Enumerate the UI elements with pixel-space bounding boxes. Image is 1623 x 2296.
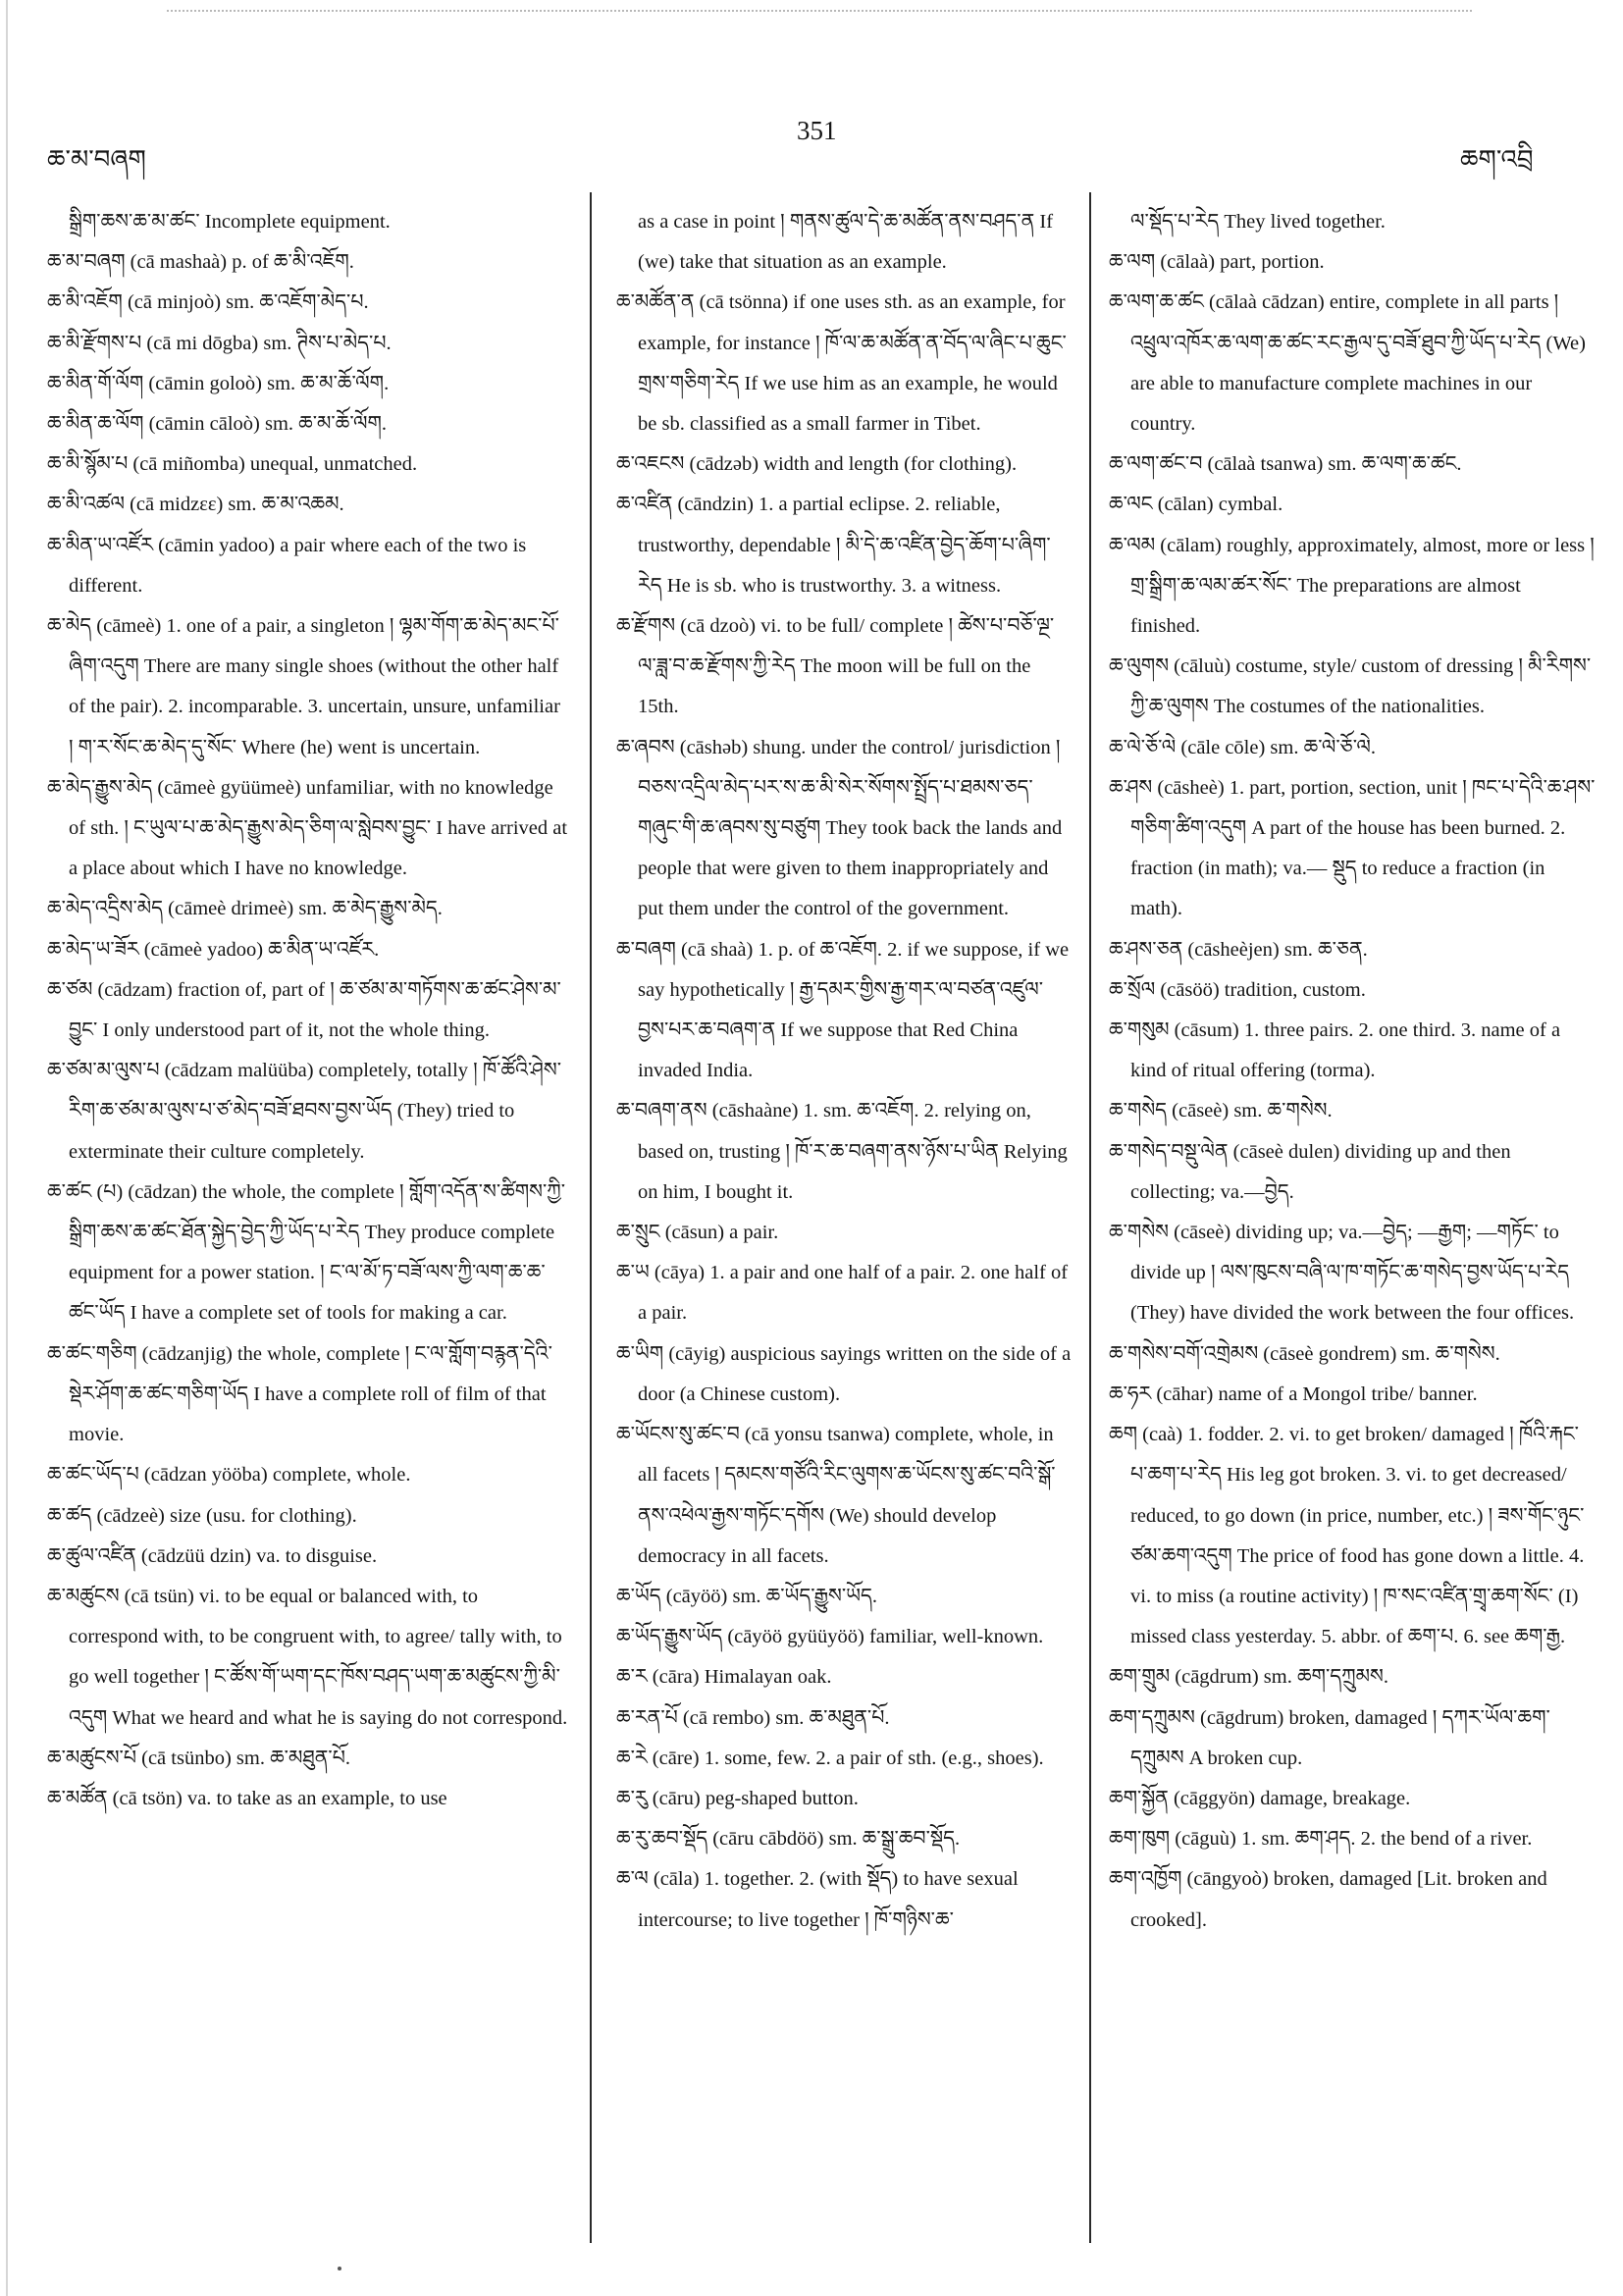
dictionary-entry: ཆ་མཚོན (cā tsön) va. to take as an example, to use (47, 1787, 447, 1809)
dictionary-entry: ཆ་ཙམ་མ་ལུས་པ (cādzam malüüba) completely, totally ། ཁོ་ཚོའི་ཤེས་རིག་ཆ་ཙམ་མ་ལུས་པ་ཙ་མེད་བཟོ་ཐབས་བྱས་ཡོད (They) tried to exterminate their culture completely. (47, 1060, 561, 1163)
dictionary-entry: ཆ་ཡིག (cāyig) auspicious sayings written on the side of a door (a Chinese custom). (616, 1342, 1072, 1405)
dictionary-column-3 (1109, 202, 1596, 1941)
dictionary-entry: ཆ་གསེད (cāseè) sm. ཆ་གསེས. (1109, 1100, 1333, 1122)
dictionary-entry: ཆ་ཚང་གཅིག (cādzanjig) the whole, complete ། ང་ལ་གློག་བརྙན་དེའི་སྡེར་ཤོག་ཆ་ཚང་གཅིག་ཡོད I have a complete roll of film of that movie. (47, 1342, 552, 1446)
dictionary-entry: as a case in point ། གནས་ཚུལ་དེ་ཆ་མཚོན་ནས་བཤད་ན If (we) take that situation as an example. (638, 211, 1054, 274)
dictionary-entry: ཆ་མི་རྫོགས་པ (cā mi dōgba) sm. ཊིས་པ་མེད་པ. (47, 332, 392, 354)
dictionary-entry: ཆག་སྐྱོན (cāggyön) damage, breakage. (1109, 1787, 1411, 1809)
scan-dotted-border (167, 10, 1472, 15)
dictionary-entry: ཆ་འཇངས (cādzəb) width and length (for clothing). (616, 453, 1018, 476)
dictionary-entry: ཆ་མི་འཚལ (cā midzεε) sm. ཆ་མ་འཆམ. (47, 494, 344, 516)
dictionary-entry: ཆ་ལུགས (cāluù) costume, style/ custom of dressing ། མི་རིགས་ཀྱི་ཆ་ལུགས The costumes of the nationalities. (1109, 655, 1592, 718)
dictionary-entry: ཆ་ཡ (cāya) 1. a pair and one half of a pair. 2. one half of a pair. (616, 1262, 1069, 1325)
dictionary-entry: ཆག་གྲུམ (cāgdrum) sm. ཆག་དཀྲུམས. (1109, 1666, 1388, 1689)
dictionary-entry: ཆ་མི་སྙོམ་པ (cā miñomba) unequal, unmatched. (47, 453, 418, 476)
dictionary-entry: ཆ་མཚུངས (cā tsün) vi. to be equal or balanced with, to correspond with, to be congruent with, to agree/ tally with, to go well together ། ང་ཚོས་གོ་ཡག་དང་ཁོས་བཤད་ཡག་ཆ་མཚུངས་ཀྱི་མི་འདུག What we heard and what he is saying do not correspond. (47, 1585, 568, 1729)
left-running-headword: ཆ་མ་བཞག (47, 145, 146, 174)
dictionary-entry: ཆ་ལག (cālaà) part, portion. (1109, 251, 1325, 274)
dictionary-entry: ཆ་མིན་གོ་ལོག (cāmin goloò) sm. ཆ་མ་ཆོ་ལོག. (47, 372, 390, 394)
dictionary-entry: ཆ་མཚོན་ན (cā tsönna) if one uses sth. as an example, for example, for instance ། ཁོ་ལ་ཆ་མཚོན་ན་བོད་ལ་ཞིང་པ་ཆུང་གྲས་གཅིག་རེད If we use him as an example, he would be sb. classified as a small farmer in Tibet. (616, 291, 1067, 436)
dictionary-entry: ཆ་ལེ་ཅོ་ལེ (cāle cōle) sm. ཆ་ལེ་ཅོ་ལེ. (1109, 736, 1376, 758)
dictionary-entry: ཆ་སྲུང (cāsun) a pair. (616, 1222, 779, 1244)
dictionary-entry: ཆ་མིན་ཆ་ལོག (cāmin cāloò) sm. ཆ་མ་ཆོ་ལོག. (47, 413, 388, 436)
dictionary-entry: ཆ་རུ (cāru) peg-shaped button. (616, 1787, 859, 1809)
dictionary-entry: ཆག་འཁྱོག (cāngyoò) broken, damaged [Lit. broken and crooked]. (1109, 1868, 1547, 1931)
dictionary-entry: ཆ་མེད་ཡ་ཟོར (cāmeè yadoo) ཆ་མིན་ཡ་འཛོར. (47, 938, 380, 961)
dictionary-entry: ཆ་ཡོད (cāyöö) sm. ཆ་ཡོད་རྒྱུས་ཡོད. (616, 1585, 878, 1607)
dictionary-column-2 (616, 202, 1072, 1941)
dictionary-entry: ཆ་རུ་ཆབ་སྡོད (cāru cābdöö) sm. ཆ་སྒྲུ་ཆབ་སྡོད. (616, 1828, 961, 1851)
right-running-headword: ཆག་འབྲི (1460, 145, 1534, 174)
dictionary-entry: ཆ་འཛིན (cāndzin) 1. a partial eclipse. 2. reliable, trustworthy, dependable ། མི་དེ་ཆ་འཛིན་བྱེད་ཆོག་པ་ཞིག་རེད He is sb. who is trustworthy. 3. a witness. (616, 494, 1051, 597)
dictionary-entry: ཆ་ཚུལ་འཛིན (cādzüü dzin) va. to disguise. (47, 1544, 378, 1567)
dictionary-entry: ཆ་གསེད་བསྡུ་ལེན (cāseè dulen) dividing up and then collecting; va.—བྱེད. (1109, 1140, 1511, 1203)
dictionary-entry: ཆ་རེ (cāre) 1. some, few. 2. a pair of sth. (e.g., shoes). (616, 1747, 1044, 1769)
dictionary-entry: ཆ་ཚང་ཡོད་པ (cādzan yööba) complete, whole. (47, 1464, 411, 1487)
page-edge-shadow (6, 0, 8, 2296)
dictionary-entry: སྒྲིག་ཆས་ཆ་མ་ཚང་ Incomplete equipment. (69, 211, 391, 233)
dictionary-entry: ཆ་ཚང (པ) (cādzan) the whole, the complete ། གློག་འདོན་ས་ཚིགས་ཀྱི་སྒྲིག་ཆས་ཆ་ཚང་ཐོན་སྐྱེད་བྱེད་ཀྱི་ཡོད་པ་རེད They produce complete equipment for a power station. ། ང་ལ་མོ་ཏ་བཟོ་ལས་ཀྱི་ལག་ཆ་ཆ་ཚང་ཡོད I have a complete set of tools for making a car. (47, 1180, 566, 1325)
dictionary-entry: ཆ་མི་འཇོག (cā minjoò) sm. ཆ་འཇོག་མེད་པ. (47, 291, 369, 314)
dictionary-entry: ཆ་མེད་འདྲིས་མེད (cāmeè drimeè) sm. ཆ་མེད་རྒྱུས་མེད. (47, 898, 443, 920)
dictionary-entry: ཆ་ཙམ (cādzam) fraction of, part of ། ཆ་ཙམ་མ་གཏོགས་ཆ་ཚང་ཤེས་མ་བྱུང་ I only understood part of it, not the whole thing. (47, 978, 561, 1042)
dictionary-column-1 (47, 202, 569, 1819)
column-rule-left (590, 192, 592, 2243)
dictionary-entry: ཆ་ལག་ཚང་བ (cālaà tsanwa) sm. ཆ་ལག་ཆ་ཚང. (1109, 453, 1462, 476)
dictionary-entry: ཆ་ཧར (cāhar) name of a Mongol tribe/ banner. (1109, 1383, 1478, 1405)
dictionary-entry: ཆ་མེད་རྒྱུས་མེད (cāmeè gyüümeè) unfamiliar, with no knowledge of sth. ། ང་ཡུལ་པ་ཆ་མེད་རྒྱུས་མེད་ཅིག་ལ་སླེབས་བྱུང་ I have arrived at a place about which I have no knowledge. (47, 776, 568, 880)
dictionary-entry: ཆ་ལག་ཆ་ཚང (cālaà cādzan) entire, complete in all parts ། འཕྲུལ་འཁོར་ཆ་ལག་ཆ་ཚང་རང་རྒྱལ་དུ་བཟོ་ཐུབ་ཀྱི་ཡོད་པ་རེད (We) are able to manufacture complete machines in our country. (1109, 291, 1586, 436)
page-number: 351 (797, 116, 837, 145)
dictionary-entry: ཆ་ཤས (cāsheè) 1. part, portion, section, unit ། ཁང་པ་དེའི་ཆ་ཤས་གཅིག་ཚིག་འདུག A part of the house has been burned. 2. fraction (in math); va.— སྡུད to reduce a fraction (in math). (1109, 776, 1596, 920)
dictionary-entry: ཆ་རྫོགས (cā dzoò) vi. to be full/ complete ། ཚེས་པ་བཅོ་ལྔ་ལ་ཟླ་བ་ཆ་རྫོགས་ཀྱི་རེད The moon will be full on the 15th. (616, 615, 1055, 718)
dictionary-entry: ཆ་མེད (cāmeè) 1. one of a pair, a singleton ། ལྷམ་གོག་ཆ་མེད་མང་པོ་ཞིག་འདུག There are many single shoes (without the other half of the pair). 2. incomparable. 3. uncertain, unsure, unfamiliar ། ག་ར་སོང་ཆ་མེད་དུ་སོང་ Where (he) went is uncertain. (47, 615, 560, 758)
dictionary-entry: ཆ་ལང (cālan) cymbal. (1109, 494, 1283, 516)
dictionary-entry: ལ་སྡོད་པ་རེད They lived together. (1130, 211, 1386, 233)
dictionary-entry: ཆ་མཚུངས་པོ (cā tsünbo) sm. ཆ་མཐུན་པོ. (47, 1747, 350, 1769)
dictionary-entry: ཆག་ཁུག (cāguù) 1. sm. ཆག་ཤད. 2. the bend of a river. (1109, 1828, 1533, 1851)
dictionary-entry: ཆ་བཞག་ནས (cāshaàne) 1. sm. ཆ་འཇོག. 2. relying on, based on, trusting ། ཁོ་ར་ཆ་བཞག་ནས་ཉོས་པ་ཡིན Relying on him, I bought it. (616, 1100, 1068, 1203)
dictionary-entry: ཆ་གསུམ (cāsum) 1. three pairs. 2. one third. 3. name of a kind of ritual offering (torma). (1109, 1019, 1561, 1082)
dictionary-entry: ཆ་ཤས་ཅན (cāsheèjen) sm. ཆ་ཅན. (1109, 938, 1368, 961)
dictionary-entry: ཆ་གསེས (cāseè) dividing up; va.—བྱེད; —རྒྱག; —གཏོང་ to divide up ། ལས་ཁུངས་བཞི་ལ་ཁ་གཏོང་ཆ་གསེད་བྱས་ཡོད་པ་རེད (They) have divided the work between the four offices. (1109, 1222, 1575, 1325)
dictionary-entry: ཆ་གསེས་བགོ་འགྲེམས (cāseè gondrem) sm. ཆ་གསེས. (1109, 1342, 1500, 1365)
dictionary-entry: ཆ་མིན་ཡ་འཛོར (cāmin yadoo) a pair where each of the two is different. (47, 534, 527, 597)
dictionary-entry: ཆ་ཞབས (cāshəb) shung. under the control/ jurisdiction ། བཅས་འདྲིལ་མེད་པར་ས་ཆ་མི་སེར་སོགས་སྤྲོད་པ་ཐམས་ཅད་གཞུང་གི་ཆ་ཞབས་སུ་བཙུག They took back the lands and people that were given to them inappropriately and put them under the control of the government. (616, 736, 1063, 920)
dictionary-entry: ཆ་ཡོངས་སུ་ཚང་བ (cā yonsu tsanwa) complete, whole, in all facets ། དམངས་གཙོའི་རིང་ལུགས་ཆ་ཡོངས་སུ་ཚང་བའི་སྒོ་ནས་འཕེལ་རྒྱས་གཏོང་དགོས (We) should develop democracy in all facets. (616, 1424, 1056, 1567)
dictionary-entry: ཆ་རན་པོ (cā rembo) sm. ཆ་མཐུན་པོ. (616, 1706, 890, 1729)
dictionary-entry: ཆག (caà) 1. fodder. 2. vi. to get broken/ damaged ། ཁོའི་རྐང་པ་ཆག་པ་རེད His leg got broken. 3. vi. to get decreased/ reduced, to go down (in price, number, etc.) ། ཟས་གོང་ཉུང་ཙམ་ཆག་འདུག The price of food has gone down a little. 4. vi. to miss (a routine activity) ། ཁ་སང་འཛིན་གྲྭ་ཆག་སོང་ (I) missed class yesterday. 5. abbr. of ཆག་པ. 6. see ཆག་རྒྱ. (1109, 1424, 1585, 1648)
dictionary-entry: ཆ་ཡོད་རྒྱུས་ཡོད (cāyöö gyüüyöö) familiar, well-known. (616, 1626, 1044, 1648)
dictionary-entry: ཆ་ར (cāra) Himalayan oak. (616, 1666, 832, 1689)
dictionary-entry: ཆག་དཀྲུམས (cāgdrum) broken, damaged ། དཀར་ཡོལ་ཆག་དཀྲུམས A broken cup. (1109, 1706, 1550, 1769)
dictionary-entry: ཆ་སྲོལ (cāsöö) tradition, custom. (1109, 978, 1366, 1001)
column-rule-right (1089, 192, 1091, 2243)
dictionary-entry: ཆ་མ་བཞག (cā mashaà) p. of ཆ་མི་འཇོག. (47, 251, 354, 274)
dictionary-entry: ཆ་ལ (cāla) 1. together. 2. (with སྡོད) to have sexual intercourse; to live together ། ཁོ་གཉིས་ཆ་ (616, 1868, 1019, 1931)
dictionary-entry: ཆ་ལམ (cālam) roughly, approximately, almost, more or less ། གྲ་སྒྲིག་ཆ་ལམ་ཚར་སོང་ The preparations are almost finished. (1109, 534, 1595, 638)
scan-speck (338, 2267, 341, 2270)
dictionary-entry: ཆ་བཞག (cā shaà) 1. p. of ཆ་འཇོག. 2. if we suppose, if we say hypothetically ། རྒྱ་དམར་གྱིས་རྒྱ་གར་ལ་བཙན་འཛུལ་བྱས་པར་ཆ་བཞག་ན If we suppose that Red China invaded India. (616, 938, 1070, 1082)
dictionary-entry: ཆ་ཚད (cādzeè) size (usu. for clothing). (47, 1504, 357, 1527)
